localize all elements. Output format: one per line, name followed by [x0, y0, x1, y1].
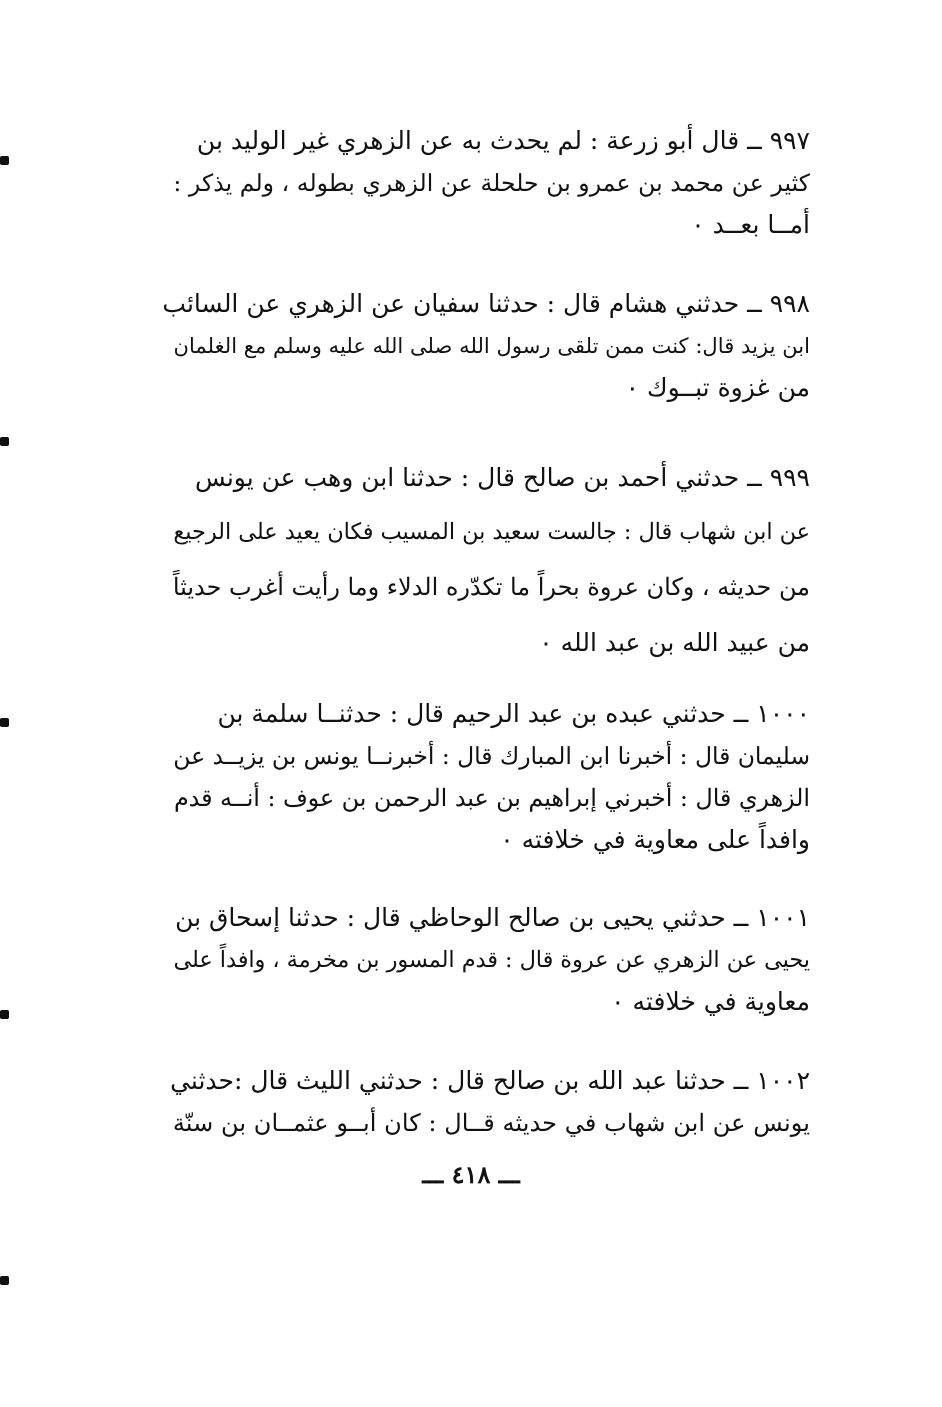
text-line: سليمان قال : أخبرنا ابن المبارك قال : أخبرنــا يونس بن يزيــد عن — [173, 742, 810, 770]
paragraph-1002 — [160, 1060, 810, 1144]
text-line: وافداً على معاوية في خلافته ٠ — [500, 825, 810, 854]
binding-mark — [0, 156, 9, 165]
paragraph-1000 — [160, 693, 810, 861]
text-line: من حديثه ، وكان عروة بحراً ما تكدّره الدلاء وما رأيت أغرب حديثاً — [172, 573, 810, 601]
page-number: ـــ ٤١٨ ـــ — [422, 1160, 520, 1189]
text-line: الزهري قال : أخبرني إبراهيم بن عبد الرحمن بن عوف : أنــه قدم — [173, 784, 810, 812]
binding-mark — [0, 437, 9, 446]
text-line: أمــا بعــد ٠ — [691, 210, 810, 239]
paragraph-998 — [160, 283, 810, 409]
text-line: يحيى عن الزهري عن عروة قال : قدم المسور بن مخرمة ، وافداً على — [173, 947, 810, 973]
text-line: ٩٩٧ ــ قال أبو زرعة : لم يحدث به عن الزهري غير الوليد بن — [196, 126, 810, 155]
paragraph-997 — [160, 120, 810, 246]
text-line: ٩٩٨ ــ حدثني هشام قال : حدثنا سفيان عن الزهري عن السائب — [162, 289, 810, 318]
text-line: ١٠٠١ ــ حدثني يحيى بن صالح الوحاظي قال : حدثنا إسحاق بن — [175, 903, 810, 932]
text-line: كثير عن محمد بن عمرو بن حلحلة عن الزهري بطوله ، ولم يذكر : — [173, 169, 810, 197]
text-line: ابن يزيد قال: كنت ممن تلقى رسول الله صلى الله عليه وسلم مع الغلمان — [173, 333, 810, 358]
text-line: من غزوة تبــوك ٠ — [625, 373, 810, 402]
binding-mark — [0, 1276, 9, 1285]
paragraph-999 — [160, 450, 810, 670]
binding-mark — [0, 1010, 9, 1019]
binding-mark — [0, 718, 9, 727]
text-line: ١٠٠٢ ــ حدثنا عبد الله بن صالح قال : حدثني الليث قال :حدثني — [170, 1066, 810, 1095]
text-line: يونس عن ابن شهاب في حديثه قــال : كان أبــو عثمــان بن سنّة — [172, 1109, 810, 1137]
text-line: من عبيد الله بن عبد الله ٠ — [539, 628, 810, 657]
text-line: معاوية في خلافته ٠ — [611, 987, 810, 1016]
text-line: ٩٩٩ ــ حدثني أحمد بن صالح قال : حدثنا ابن وهب عن يونس — [194, 463, 810, 492]
text-line: عن ابن شهاب قال : جالست سعيد بن المسيب فكان يعيد على الرجيع — [173, 519, 810, 545]
text-line: ١٠٠٠ ــ حدثني عبده بن عبد الرحيم قال : حدثنــا سلمة بن — [217, 699, 810, 728]
paragraph-1001 — [160, 897, 810, 1023]
